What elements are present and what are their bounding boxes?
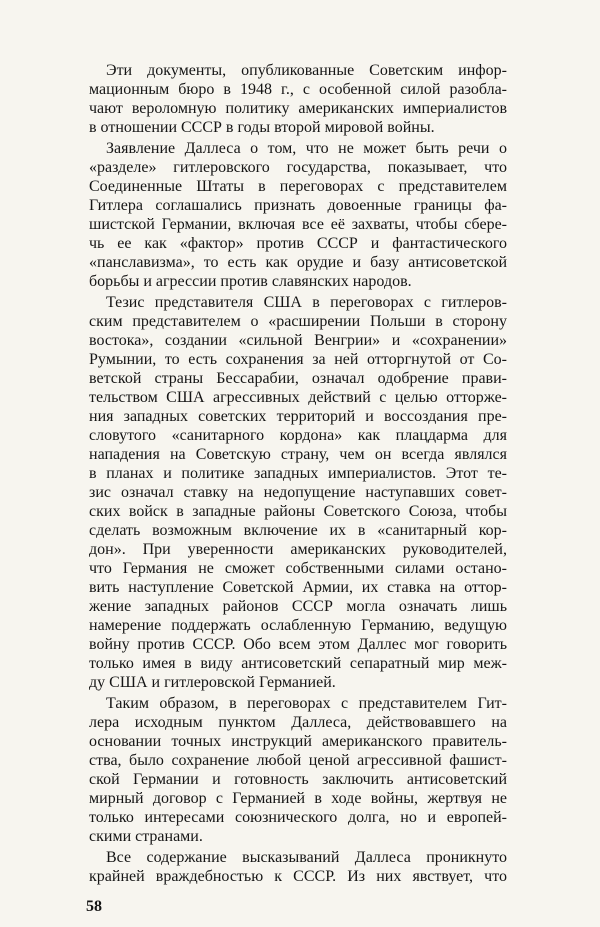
text-line: только имея в виду антисоветский сепаратный мир меж- bbox=[89, 655, 507, 672]
text-line: Заявление Даллеса о том, что не может быть речи о bbox=[106, 140, 507, 157]
text-line: ния западных советских территорий и воссоздания пре- bbox=[89, 408, 507, 425]
text-line: борьбы и агрессии против славянских народов. bbox=[89, 273, 412, 290]
text-line: ду США и гитлеровской Германией. bbox=[89, 674, 336, 691]
text-line: войну против СССР. Обо всем этом Даллес мог говорить bbox=[89, 636, 507, 653]
text-line: в отношении СССР в годы второй мировой войны. bbox=[89, 119, 435, 136]
text-line: крайней враждебностью к СССР. Из них явствует, что bbox=[89, 868, 507, 885]
text-line: Эти документы, опубликованные Советским инфор- bbox=[106, 62, 507, 79]
text-line: Соединенные Штаты в переговорах с представителем bbox=[89, 178, 507, 195]
text-line: основании точных инструкций американского правитель- bbox=[89, 733, 507, 750]
text-line: что Германия не сможет собственными силами остано- bbox=[89, 560, 507, 577]
text-line: Все содержание высказываний Даллеса проникнуто bbox=[106, 849, 507, 866]
text-line: «панславизма», то есть как орудие и базу антисоветской bbox=[89, 254, 507, 271]
text-line: намерение поддержать ослабленную Германию, ведущую bbox=[89, 617, 507, 634]
text-line: Тезис представителя США в переговорах с гитлеров- bbox=[106, 294, 507, 311]
text-line: мационным бюро в 1948 г., с особенной силой разобла- bbox=[89, 81, 507, 98]
text-line: сделать возможным включение их в «санитарный кор- bbox=[89, 522, 507, 539]
text-line: вить наступление Советской Армии, их ставка на оттор- bbox=[89, 579, 507, 596]
text-line: только интересами союзнического долга, но и европей- bbox=[89, 809, 507, 826]
text-line: чь ее как «фактор» против СССР и фантастического bbox=[89, 235, 507, 252]
text-line: лера исходным пунктом Даллеса, действовавшего на bbox=[89, 714, 507, 731]
text-line: в планах и политике западных империалистов. Этот те- bbox=[89, 465, 507, 482]
text-line: ства, было сохранение любой ценой агрессивной фашист- bbox=[89, 752, 507, 769]
text-line: словутого «санитарного кордона» как плацдарма для bbox=[89, 427, 507, 444]
text-line: зис означал ставку на недопущение наступавших совет- bbox=[89, 484, 507, 501]
text-line: скими странами. bbox=[89, 828, 203, 845]
text-line: нападения на Советскую страну, чем он всегда являлся bbox=[89, 446, 507, 463]
text-line: шистской Германии, включая все её захваты, чтобы сбере- bbox=[89, 216, 507, 233]
text-line: востока», создании «сильной Венгрии» и «сохранении» bbox=[89, 332, 507, 349]
text-line: Гитлера соглашались признать довоенные границы фа- bbox=[89, 197, 507, 214]
text-line: чают вероломную политику американских империалистов bbox=[89, 100, 507, 117]
text-line: ским представителем о «расширении Польши в сторону bbox=[89, 313, 507, 330]
text-line: «разделе» гитлеровского государства, показывает, что bbox=[89, 159, 507, 176]
text-line: ских войск в западные районы Советского Союза, чтобы bbox=[89, 503, 507, 520]
text-line: ветской страны Бессарабии, означал одобрение прави- bbox=[89, 370, 507, 387]
page-number: 58 bbox=[86, 898, 102, 915]
text-line: дон». При уверенности американских руководителей, bbox=[89, 541, 507, 558]
text-line: Таким образом, в переговорах с представителем Гит- bbox=[106, 695, 507, 712]
text-line: жение западных районов СССР могла означать лишь bbox=[89, 598, 507, 615]
text-line: тельством США агрессивных действий с целью отторже- bbox=[89, 389, 507, 406]
text-line: Румынии, то есть сохранения за ней отторгнутой от Со- bbox=[89, 351, 507, 368]
text-line: ской Германии и готовность заключить антисоветский bbox=[89, 771, 507, 788]
text-line: мирный договор с Германией в ходе войны, жертвуя не bbox=[89, 790, 507, 807]
